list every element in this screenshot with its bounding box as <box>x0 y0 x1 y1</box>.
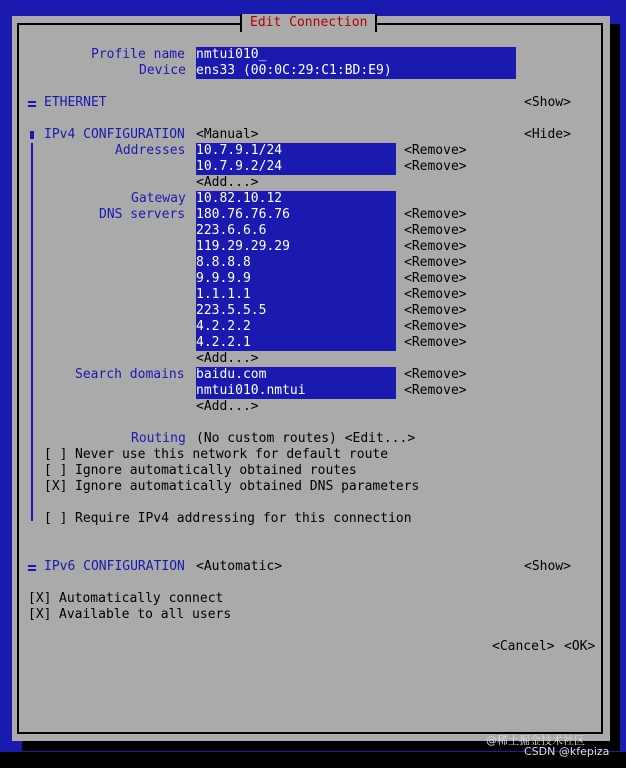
search-domain-field-2[interactable]: nmtui010.nmtui <box>196 383 396 399</box>
dns-field-2[interactable]: 223.6.6.6 <box>196 223 396 239</box>
ipv6-collapsed-marker-2 <box>28 569 36 571</box>
ipv4-expanded-marker <box>30 131 34 139</box>
require-ipv4-label: Require IPv4 addressing for this connection <box>75 511 412 526</box>
dns-remove-button-1[interactable]: <Remove> <box>404 207 467 222</box>
dns-field-9[interactable]: 4.2.2.1 <box>196 335 396 351</box>
ethernet-collapsed-marker-2 <box>28 105 36 107</box>
watermark-juejin: @稀土掘金技术社区 <box>486 734 585 747</box>
require-ipv4-checkbox[interactable]: [ ] <box>44 511 68 526</box>
dns-add-button[interactable]: <Add...> <box>196 351 259 366</box>
watermark-csdn: CSDN @kfepiza <box>524 745 610 758</box>
dns-field-6[interactable]: 1.1.1.1 <box>196 287 396 303</box>
ignore-dns-checkbox[interactable]: [X] <box>44 479 68 494</box>
ignore-routes-label: Ignore automatically obtained routes <box>75 463 357 478</box>
ipv4-hide-button[interactable]: <Hide> <box>524 127 571 142</box>
dns-remove-button-9[interactable]: <Remove> <box>404 335 467 350</box>
profile-name-label: Profile name <box>91 47 185 62</box>
dns-field-8[interactable]: 4.2.2.2 <box>196 319 396 335</box>
dns-remove-button-4[interactable]: <Remove> <box>404 255 467 270</box>
profile-name-field[interactable]: nmtui010_ <box>196 47 516 63</box>
address-remove-button-1[interactable]: <Remove> <box>404 143 467 158</box>
search-domain-remove-button-2[interactable]: <Remove> <box>404 383 467 398</box>
search-domains-label: Search domains <box>75 367 185 382</box>
never-default-route-checkbox[interactable]: [ ] <box>44 447 68 462</box>
ipv4-method-select[interactable]: <Manual> <box>196 127 259 142</box>
dns-remove-button-6[interactable]: <Remove> <box>404 287 467 302</box>
all-users-checkbox[interactable]: [X] <box>28 607 52 622</box>
address-field-1[interactable]: 10.7.9.1/24 <box>196 143 396 159</box>
ethernet-section-label: ETHERNET <box>44 95 107 110</box>
dns-field-4[interactable]: 8.8.8.8 <box>196 255 396 271</box>
ignore-dns-label: Ignore automatically obtained DNS parameters <box>75 479 420 494</box>
ipv4-section-line <box>31 143 33 521</box>
ok-button[interactable]: <OK> <box>564 639 596 654</box>
search-domain-add-button[interactable]: <Add...> <box>196 399 259 414</box>
address-field-2[interactable]: 10.7.9.2/24 <box>196 159 396 175</box>
never-default-route-label: Never use this network for default route <box>75 447 389 462</box>
ipv4-section-label: IPv4 CONFIGURATION <box>44 127 185 142</box>
dialog-shadow-right <box>610 24 620 749</box>
address-add-button[interactable]: <Add...> <box>196 175 259 190</box>
device-label: Device <box>139 63 186 78</box>
dns-field-1[interactable]: 180.76.76.76 <box>196 207 396 223</box>
dns-field-3[interactable]: 119.29.29.29 <box>196 239 396 255</box>
dns-remove-button-5[interactable]: <Remove> <box>404 271 467 286</box>
dns-servers-label: DNS servers <box>99 207 186 222</box>
dns-remove-button-7[interactable]: <Remove> <box>404 303 467 318</box>
gateway-label: Gateway <box>131 191 186 206</box>
dns-field-5[interactable]: 9.9.9.9 <box>196 271 396 287</box>
auto-connect-label: Automatically connect <box>59 591 224 606</box>
cancel-button[interactable]: <Cancel> <box>492 639 555 654</box>
device-field[interactable]: ens33 (00:0C:29:C1:BD:E9) <box>196 63 516 79</box>
dialog-title: Edit Connection <box>240 14 377 32</box>
ignore-routes-checkbox[interactable]: [ ] <box>44 463 68 478</box>
addresses-label: Addresses <box>115 143 186 158</box>
dns-remove-button-3[interactable]: <Remove> <box>404 239 467 254</box>
dns-field-7[interactable]: 223.5.5.5 <box>196 303 396 319</box>
auto-connect-checkbox[interactable]: [X] <box>28 591 52 606</box>
ipv6-show-button[interactable]: <Show> <box>524 559 571 574</box>
routing-edit-button[interactable]: (No custom routes) <Edit...> <box>196 431 416 446</box>
ipv6-section-label: IPv6 CONFIGURATION <box>44 559 185 574</box>
ethernet-collapsed-marker <box>28 101 36 103</box>
dns-remove-button-2[interactable]: <Remove> <box>404 223 467 238</box>
search-domain-remove-button-1[interactable]: <Remove> <box>404 367 467 382</box>
dns-remove-button-8[interactable]: <Remove> <box>404 319 467 334</box>
routing-label: Routing <box>131 431 186 446</box>
all-users-label: Available to all users <box>59 607 232 622</box>
ipv6-method-select[interactable]: <Automatic> <box>196 559 283 574</box>
ipv6-collapsed-marker <box>28 565 36 567</box>
address-remove-button-2[interactable]: <Remove> <box>404 159 467 174</box>
gateway-field[interactable]: 10.82.10.12 <box>196 191 396 207</box>
search-domain-field-1[interactable]: baidu.com <box>196 367 396 383</box>
ethernet-show-button[interactable]: <Show> <box>524 95 571 110</box>
